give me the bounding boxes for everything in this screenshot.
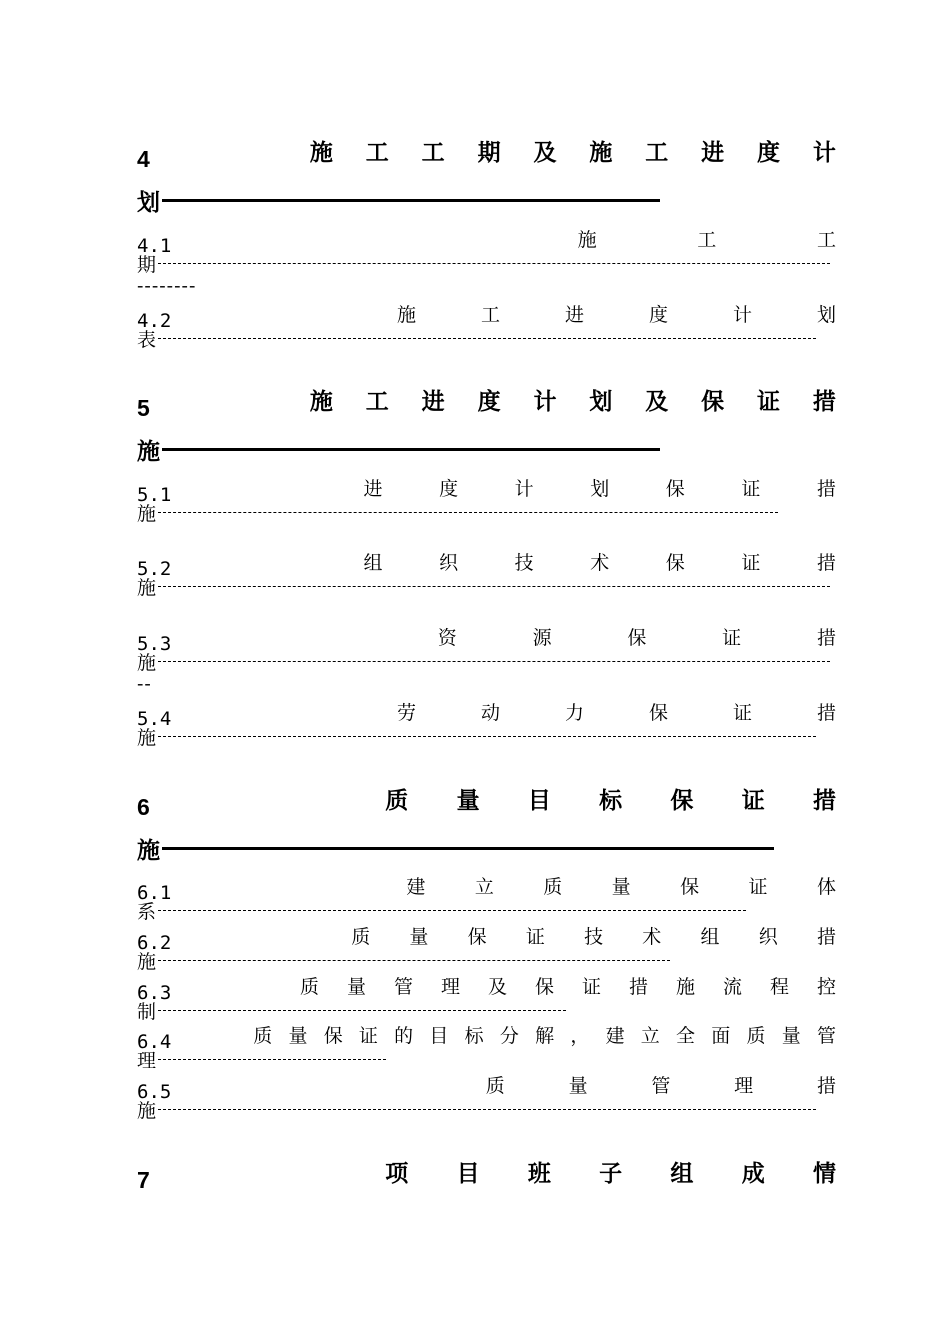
toc-entry-number: 6.2 bbox=[137, 932, 172, 954]
toc-entry-last-char: 期 bbox=[137, 254, 157, 276]
leader-line bbox=[158, 586, 830, 587]
toc-entry-text: 项 目 班 子 组 成 情 bbox=[385, 1160, 836, 1187]
toc-entry-number: 6.4 bbox=[137, 1031, 172, 1053]
toc-entry-continuation bbox=[137, 250, 836, 277]
toc-entry-number: 6.3 bbox=[137, 982, 172, 1004]
toc-entry-text: 资 源 保 证 措 bbox=[437, 627, 836, 649]
toc-entry-number: 6.5 bbox=[137, 1081, 172, 1103]
toc-entry-continuation bbox=[137, 499, 836, 526]
leader-line-wrap: -- bbox=[137, 673, 152, 695]
toc-entry-continuation bbox=[137, 723, 836, 750]
leader-line bbox=[158, 1010, 566, 1011]
toc-entry-text: 施 工 工 bbox=[577, 229, 836, 251]
leader-line bbox=[162, 199, 660, 202]
toc-entry-title[interactable] bbox=[137, 1155, 836, 1194]
leader-line bbox=[158, 512, 778, 513]
toc-entry-last-char: 制 bbox=[137, 1001, 157, 1023]
toc-entry-number: 6.1 bbox=[137, 882, 172, 904]
toc-entry-number: 5.2 bbox=[137, 558, 172, 580]
leader-line bbox=[158, 1059, 386, 1060]
toc-entry-text: 质 量 管 理 及 保 证 措 施 流 程 控 bbox=[299, 976, 836, 998]
toc-entry-last-char: 理 bbox=[137, 1050, 157, 1072]
toc-entry-continuation bbox=[137, 184, 836, 217]
toc-entry-title[interactable] bbox=[137, 782, 836, 821]
toc-entry-text: 进 度 计 划 保 证 措 bbox=[363, 478, 836, 500]
leader-line bbox=[158, 736, 816, 737]
toc-entry-text: 质 量 保 证 的 目 标 分 解 ， 建 立 全 面 质 量 管 bbox=[253, 1025, 836, 1047]
leader-line bbox=[158, 910, 746, 911]
toc-entry-continuation bbox=[137, 997, 836, 1024]
toc-entry-number: 7 bbox=[137, 1167, 150, 1193]
toc-entry-continuation bbox=[137, 832, 836, 865]
toc-entry-continuation bbox=[137, 1046, 836, 1073]
toc-entry-last-char: 施 bbox=[137, 727, 157, 749]
toc-entry-number: 4.1 bbox=[137, 235, 172, 257]
toc-entry-text: 施 工 进 度 计 划 bbox=[396, 304, 836, 326]
leader-line bbox=[158, 960, 670, 961]
toc-entry-last-char: 施 bbox=[137, 438, 160, 465]
toc-entry-text: 劳 动 力 保 证 措 bbox=[396, 702, 836, 724]
toc-entry-continuation bbox=[137, 897, 836, 924]
toc-entry-continuation bbox=[137, 325, 836, 352]
toc-entry-number: 4.2 bbox=[137, 310, 172, 332]
toc-entry-continuation bbox=[137, 1096, 836, 1123]
toc-entry-last-char: 表 bbox=[137, 329, 157, 351]
toc-entry-continuation bbox=[137, 947, 836, 974]
toc-entry-text: 施 工 工 期 及 施 工 进 度 计 bbox=[309, 139, 836, 166]
toc-entry-text: 建 立 质 量 保 证 体 bbox=[406, 876, 836, 898]
toc-entry-number: 4 bbox=[137, 146, 150, 172]
leader-line bbox=[158, 338, 816, 339]
toc-entry-continuation bbox=[137, 648, 836, 675]
toc-entry-last-char: 施 bbox=[137, 503, 157, 525]
leader-line bbox=[158, 1109, 816, 1110]
leader-line bbox=[162, 448, 660, 451]
toc-entry-last-char: 施 bbox=[137, 652, 157, 674]
toc-entry-last-char: 施 bbox=[137, 1100, 157, 1122]
toc-entry-text: 质 量 保 证 技 术 组 织 措 bbox=[351, 926, 836, 948]
leader-line bbox=[162, 847, 774, 850]
leader-line bbox=[158, 263, 830, 264]
toc-entry-last-char: 划 bbox=[137, 189, 160, 216]
toc-entry-title[interactable] bbox=[137, 134, 836, 173]
toc-entry-number: 5.1 bbox=[137, 484, 172, 506]
toc-entry-text: 施 工 进 度 计 划 及 保 证 措 bbox=[309, 388, 836, 415]
toc-entry-continuation bbox=[137, 433, 836, 466]
toc-entry-title[interactable] bbox=[137, 383, 836, 422]
toc-entry-number: 5 bbox=[137, 395, 150, 421]
toc-entry-last-char: 施 bbox=[137, 577, 157, 599]
toc-entry-number: 6 bbox=[137, 794, 150, 820]
toc-entry-text: 质 量 目 标 保 证 措 bbox=[385, 787, 836, 814]
toc-entry-last-char: 系 bbox=[137, 901, 157, 923]
leader-line bbox=[158, 661, 830, 662]
toc-entry-text: 组 织 技 术 保 证 措 bbox=[363, 552, 836, 574]
toc-entry-text: 质 量 管 理 措 bbox=[485, 1075, 836, 1097]
toc-entry-number: 5.4 bbox=[137, 708, 172, 730]
toc-entry-last-char: 施 bbox=[137, 951, 157, 973]
toc-entry-number: 5.3 bbox=[137, 633, 172, 655]
leader-line-wrap: -------- bbox=[137, 275, 197, 297]
toc-entry-last-char: 施 bbox=[137, 837, 160, 864]
toc-entry-continuation bbox=[137, 573, 836, 600]
